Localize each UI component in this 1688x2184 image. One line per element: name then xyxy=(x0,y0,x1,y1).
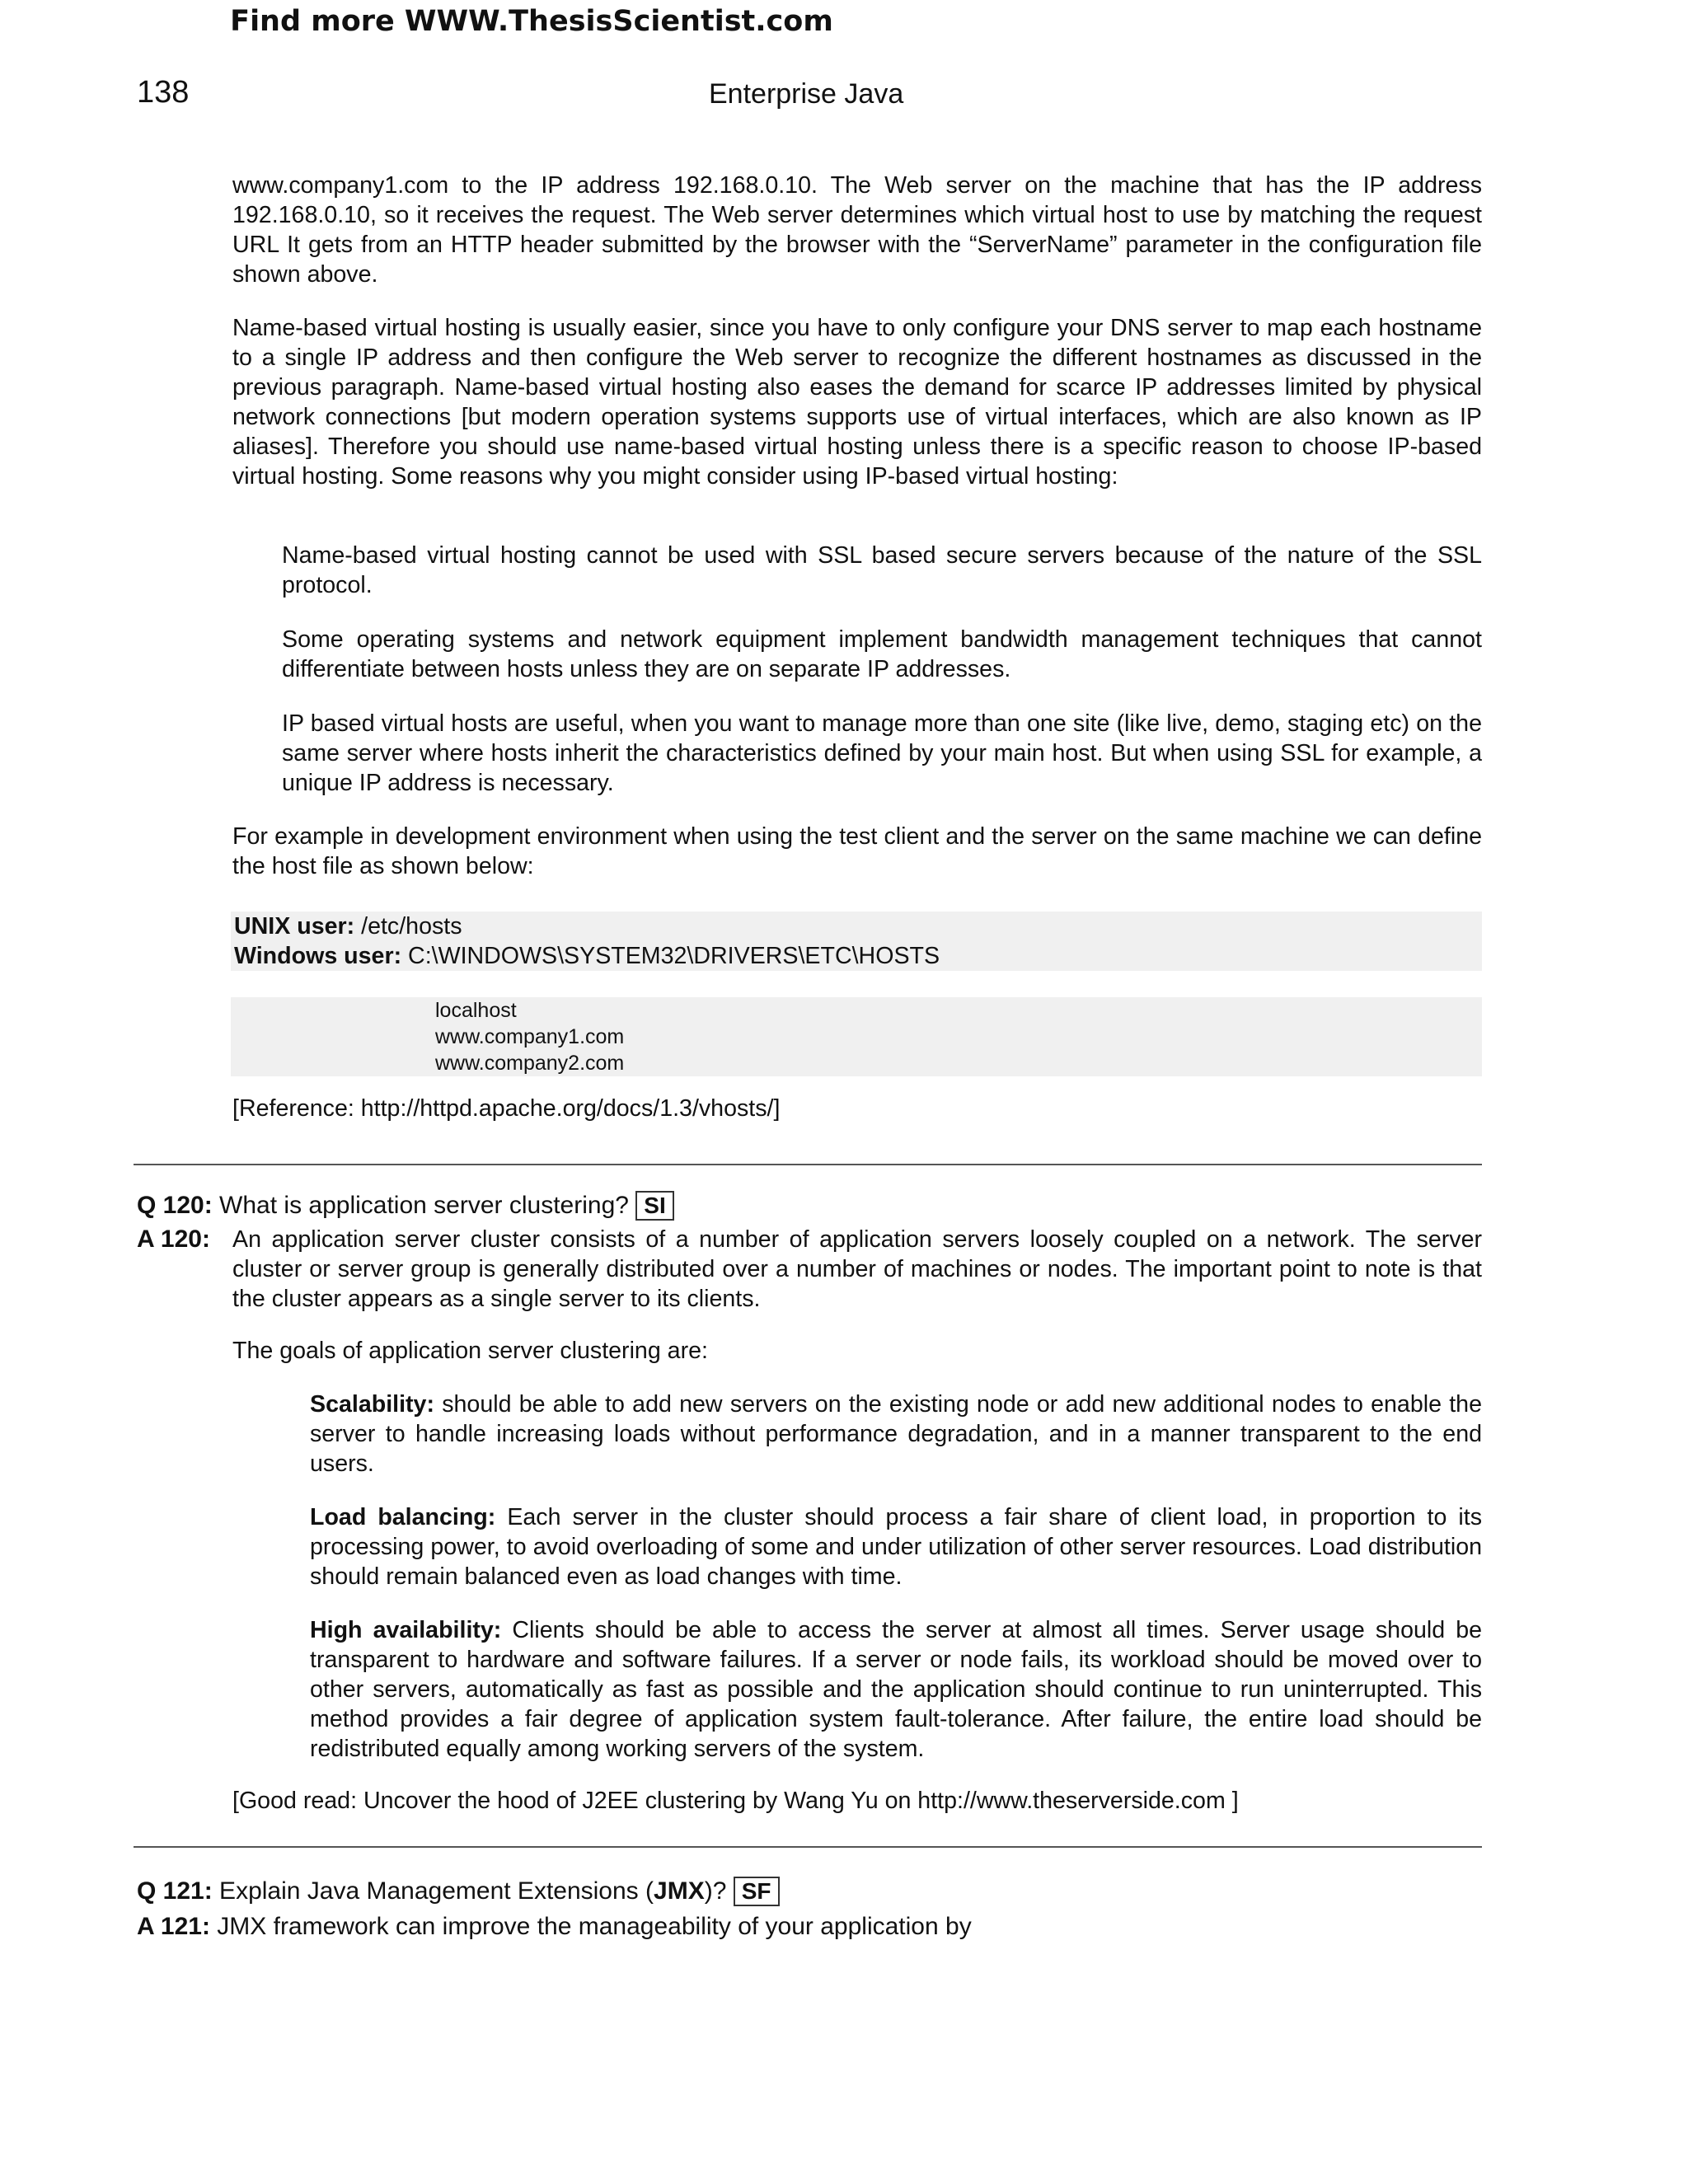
question-121 xyxy=(137,1875,1489,1908)
goal-title: Load balancing: xyxy=(310,1504,496,1530)
windows-path: C:\WINDOWS\SYSTEM32\DRIVERS\ETC\HOSTS xyxy=(401,943,940,969)
paragraph-name-based-hosting: Name-based virtual hosting is usually easier, since you have to only configure your DNS server to map each hostname to a single IP address and then configure the Web server to recognize the different hostnames as discussed in the previous paragraph. Name-based virtual hosting also eases the demand for scarce IP addresses limited by physical network connections [but modern operation systems supports use of virtual interfaces, which are also known as IP aliases]. Therefore you should use name-based virtual hosting unless there is a specific reason to choose IP-based virtual hosting. Some reasons why you might consider using IP-based virtual hosting: xyxy=(232,315,1482,490)
goal-title: Scalability: xyxy=(310,1391,434,1418)
site-banner: Find more WWW.ThesisScientist.com xyxy=(230,5,833,38)
goal-text: Clients should be able to access the server at almost all times. Server usage should be transparent to hardware and software failures. If a server or node fails, its workload should be moved over to other servers, automatically as fast as possible and the application should continue to run uninterrupted. This method provides a fair degree of application system fault-tolerance. After failure, the entire load should be redistributed equally among working servers of the system. xyxy=(310,1617,1482,1762)
bullet-ssl-limitation: Name-based virtual hosting cannot be used with SSL based secure servers because of the nature of the SSL protocol. xyxy=(282,542,1482,598)
paragraph-virtual-host-request: www.company1.com to the IP address 192.168.0.10. The Web server on the machine that has the IP address 192.168.0.10, so it receives the request. The Web server determines which virtual host to use by matching the request URL It gets from an HTTP header submitted by the browser with the “ServerName” parameter in the configuration file shown above. xyxy=(232,172,1482,288)
skill-tag: SF xyxy=(734,1877,780,1906)
goal-high-availability xyxy=(310,1615,1482,1764)
answer-121-text: JMX framework can improve the manageability of your application by xyxy=(209,1913,972,1940)
goal-load-balancing xyxy=(310,1502,1482,1591)
host-entry: www.company2.com xyxy=(435,1052,625,1075)
section-divider xyxy=(134,1846,1482,1848)
question-120 xyxy=(137,1189,1489,1222)
question-acronym: JMX xyxy=(654,1877,705,1905)
host-entry: localhost xyxy=(435,999,517,1022)
unix-hosts-line xyxy=(231,912,1482,941)
question-label: Q 121: xyxy=(137,1877,213,1905)
windows-hosts-line xyxy=(231,941,1482,971)
clustering-goals-intro: The goals of application server clustering are: xyxy=(232,1338,708,1364)
good-read-reference: [Good read: Uncover the hood of J2EE clustering by Wang Yu on http://www.theserverside.com ] xyxy=(232,1788,1239,1814)
unix-label: UNIX user: xyxy=(234,913,355,940)
answer-121 xyxy=(137,1910,972,1943)
unix-path: /etc/hosts xyxy=(354,913,462,940)
question-text-end: )? xyxy=(704,1877,734,1905)
answer-label: A 120: xyxy=(137,1226,210,1253)
section-divider xyxy=(134,1164,1482,1165)
answer-120-text: An application server cluster consists of a number of application servers loosely coupled on a network. The server cluster or server group is generally distributed over a number of machines or nodes. The important point to note is that the cluster appears as a single server to its clients. xyxy=(232,1226,1482,1312)
question-text: What is application server clustering? xyxy=(212,1192,636,1219)
bullet-bandwidth-management: Some operating systems and network equipment implement bandwidth management techniques that cannot differentiate between hosts unless they are on separate IP addresses. xyxy=(282,626,1482,682)
question-text-start: Explain Java Management Extensions ( xyxy=(212,1877,654,1905)
question-label: Q 120: xyxy=(137,1192,213,1219)
bullet-ip-based-hosts: IP based virtual hosts are useful, when you want to manage more than one site (like live, demo, staging etc) on the same server where hosts inherit the characteristics defined by your main host. But when using SSL for example, a unique IP address is necessary. xyxy=(282,710,1482,796)
host-entry: www.company1.com xyxy=(435,1025,625,1048)
hosts-file-location-box xyxy=(231,912,1482,971)
goal-text: Each server in the cluster should process a fair share of client load, in proportion to its processing power, to avoid overloading of some and under utilization of other server resources. Load distribution should remain balanced even as load changes with time. xyxy=(310,1504,1482,1590)
goal-scalability xyxy=(310,1390,1482,1479)
skill-tag: SI xyxy=(635,1191,673,1221)
goal-title: High availability: xyxy=(310,1617,502,1643)
running-title: Enterprise Java xyxy=(709,78,904,110)
windows-label: Windows user: xyxy=(234,943,402,969)
goal-text: should be able to add new servers on the existing node or add new additional nodes to enable the server to handle increasing loads without performance degradation, and in a manner transparent to the end users. xyxy=(310,1391,1482,1477)
answer-label: A 121: xyxy=(137,1913,210,1940)
reference-link-text: [Reference: http://httpd.apache.org/docs/1.3/vhosts/] xyxy=(232,1095,781,1122)
paragraph-host-file-intro: For example in development environment when using the test client and the server on the same machine we can define the host file as shown below: xyxy=(232,823,1482,879)
page-number: 138 xyxy=(137,75,190,110)
hosts-file-entries-box xyxy=(231,997,1482,1076)
